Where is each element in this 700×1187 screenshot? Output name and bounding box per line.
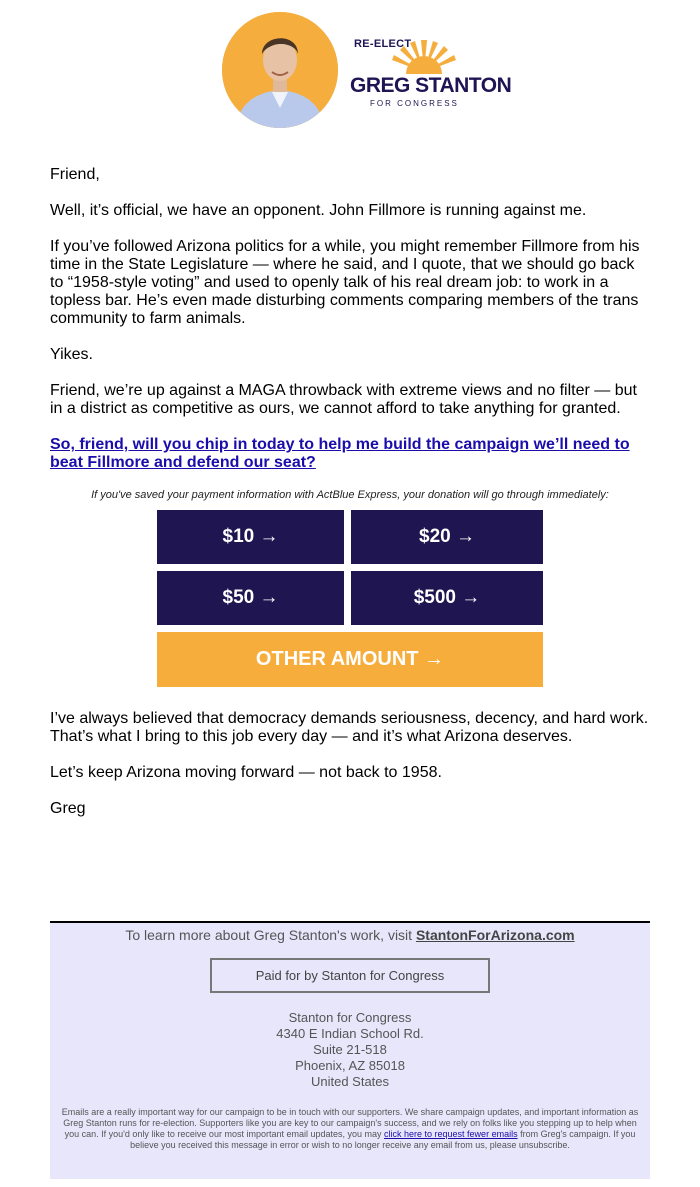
address-line: Stanton for Congress <box>288 1010 412 1025</box>
logo-name: GREG STANTON <box>350 74 512 97</box>
policy-text-part-2: from Greg's campaign. If you believe you received this message in error or wish to no longer receive any email from us, please unsubscribe. <box>130 1129 636 1150</box>
paragraph-democracy: I’ve always believed that democracy demands seriousness, decency, and hard work. That’s what I bring to this job every day — and it’s what Arizona deserves. <box>50 710 649 745</box>
candidate-portrait-icon <box>222 12 338 128</box>
candidate-photo <box>222 12 338 128</box>
paid-for-disclaimer: Paid for by Stanton for Congress <box>210 958 490 993</box>
paragraph-fillmore: If you’ve followed Arizona politics for a while, you might remember Fillmore from his time in the State Legislature — where he said, and I quote, that we should go back to “1958-style voting” and used to openly talk of his real dream job: to work in a topless bar. He’s even made disturbing comments comparing members of the trans community to farm animals. <box>50 238 640 327</box>
fewer-emails-link[interactable]: click here to request fewer emails <box>384 1129 518 1139</box>
donate-other-amount-button[interactable]: OTHER AMOUNT → <box>157 632 543 687</box>
mailing-address <box>50 1010 650 1090</box>
sun-rays-icon <box>384 34 464 74</box>
website-link[interactable]: StantonForArizona.com <box>415 927 575 943</box>
paragraph-yikes: Yikes. <box>50 346 93 363</box>
actblue-note: If you've saved your payment information with ActBlue Express, your donation will go through immediately: <box>91 489 609 501</box>
email-policy-text <box>60 1107 640 1151</box>
email-footer <box>50 921 650 1179</box>
campaign-logo <box>348 34 512 124</box>
donate-10-button[interactable]: $10 → <box>157 510 344 564</box>
paragraph-opponent: Well, it’s official, we have an opponent. John Fillmore is running against me. <box>50 202 587 219</box>
address-line: Phoenix, AZ 85018 <box>295 1058 405 1073</box>
cta-link[interactable]: So, friend, will you chip in today to help me build the campaign we’ll need to beat Fillmore and defend our seat? <box>50 436 630 471</box>
learn-more-text: To learn more about Greg Stanton's work, visit <box>125 927 416 943</box>
email-header <box>0 12 700 132</box>
learn-more-line <box>50 927 650 943</box>
address-line: Suite 21-518 <box>313 1042 387 1057</box>
logo-for-congress: FOR CONGRESS <box>370 99 459 108</box>
email-body <box>50 166 650 472</box>
address-line: United States <box>310 1074 390 1089</box>
greeting: Friend, <box>50 166 100 183</box>
signature: Greg <box>50 800 86 817</box>
email-closing <box>50 710 660 836</box>
donate-50-button[interactable]: $50 → <box>157 571 344 625</box>
paragraph-maga: Friend, we’re up against a MAGA throwback with extreme views and no filter — but in a district as competitive as ours, we cannot afford to take anything for granted. <box>50 382 637 417</box>
policy-text-part-1: Emails are a really important way for our campaign to be in touch with our supporters. We share campaign updates, and important information as Greg Stanton runs for re-election. Supporters like you are key to our campaign's success, and we rely on folks like you stepping up to help when you can. If you'd only like to receive our most important email updates, you may <box>61 1107 639 1139</box>
logo-reelect: RE-ELECT <box>354 38 412 50</box>
donate-20-button[interactable]: $20 → <box>351 510 543 564</box>
donate-500-button[interactable]: $500 → <box>351 571 543 625</box>
address-line: 4340 E Indian School Rd. <box>276 1026 424 1041</box>
paragraph-forward: Let’s keep Arizona moving forward — not back to 1958. <box>50 764 442 781</box>
